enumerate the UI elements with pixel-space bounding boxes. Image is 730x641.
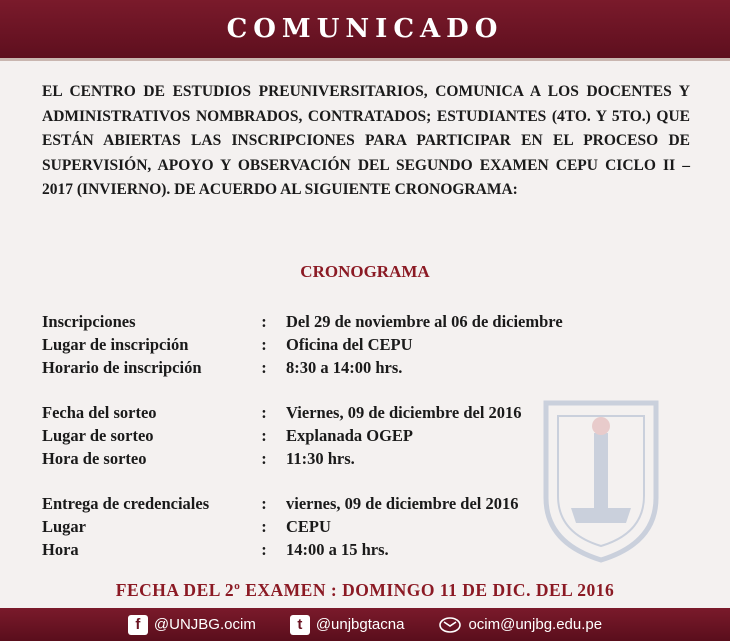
schedule-value: 8:30 a 14:00 hrs. [286,358,403,377]
schedule-colon: : [261,426,267,445]
exam-date-banner: FECHA DEL 2º EXAMEN : DOMINGO 11 DE DIC. DEL 2016 [115,580,615,600]
schedule-group-credenciales [42,492,702,561]
schedule-row [42,401,702,424]
schedule-row [42,515,702,538]
schedule-colon: : [261,517,267,536]
schedule-row [42,356,702,379]
schedule-label: Hora de sorteo [42,449,147,468]
schedule-row [42,492,702,515]
schedule-value: viernes, 09 de diciembre del 2016 [286,494,519,513]
schedule-value: Explanada OGEP [286,426,413,445]
schedule-row [42,310,702,333]
schedule-label: Lugar [42,517,87,536]
schedule-colon: : [261,540,267,559]
facebook-handle: @UNJBG.ocim [153,616,256,633]
schedule-label: Hora [42,540,79,559]
schedule-row [42,447,702,470]
schedule-label: Horario de inscripción [42,358,202,377]
schedule-colon: : [261,312,267,331]
page-title: COMUNICADO [226,14,504,44]
schedule-value: Viernes, 09 de diciembre del 2016 [286,403,522,422]
schedule-row [42,538,702,561]
schedule-group-inscripciones [42,310,702,379]
cronograma-title: CRONOGRAMA [300,262,430,281]
schedule-label: Inscripciones [42,312,136,331]
schedule-label: Fecha del sorteo [42,403,157,422]
facebook-icon: f [128,615,148,635]
schedule-value: Oficina del CEPU [286,335,413,354]
schedule-label: Lugar de sorteo [42,426,154,445]
schedule-label: Lugar de inscripción [42,335,189,354]
intro-paragraph: EL CENTRO DE ESTUDIOS PREUNIVERSITARIOS, COMUNICA A LOS DOCENTES Y ADMINISTRATIVOS NOMBRADOS, CONTRATADOS; ESTUDIANTES (4TO. Y 5TO.) QUE ESTÁN ABIERTAS LAS INSCRIPCIONES PARA PARTICIPAR EN EL PROCESO DE SUPERVISIÓN, APOYO Y OBSERVACIÓN DEL SEGUNDO EXAMEN CEPU CICLO II – 2017 (INVIERNO). DE ACUERDO AL SIGUIENTE CRONOGRAMA: [42,83,690,198]
schedule [42,310,702,583]
schedule-value: Del 29 de noviembre al 06 de diciembre [286,312,563,331]
header-banner [0,0,730,61]
twitter-link[interactable] [290,615,405,635]
schedule-colon: : [261,358,267,377]
schedule-colon: : [261,494,267,513]
footer-bar [0,608,730,641]
schedule-row [42,424,702,447]
schedule-colon: : [261,449,267,468]
email-address: ocim@unjbg.edu.pe [468,616,603,633]
schedule-label: Entrega de credenciales [42,494,210,513]
email-link[interactable] [438,615,602,635]
twitter-icon: t [290,615,310,635]
email-icon [438,615,462,635]
schedule-row [42,333,702,356]
twitter-handle: @unjbgtacna [315,616,405,633]
schedule-value: 14:00 a 15 hrs. [286,540,389,559]
schedule-colon: : [261,335,267,354]
schedule-group-sorteo [42,401,702,470]
schedule-colon: : [261,403,267,422]
facebook-link[interactable] [128,615,256,635]
schedule-value: CEPU [286,517,331,536]
schedule-value: 11:30 hrs. [286,449,355,468]
